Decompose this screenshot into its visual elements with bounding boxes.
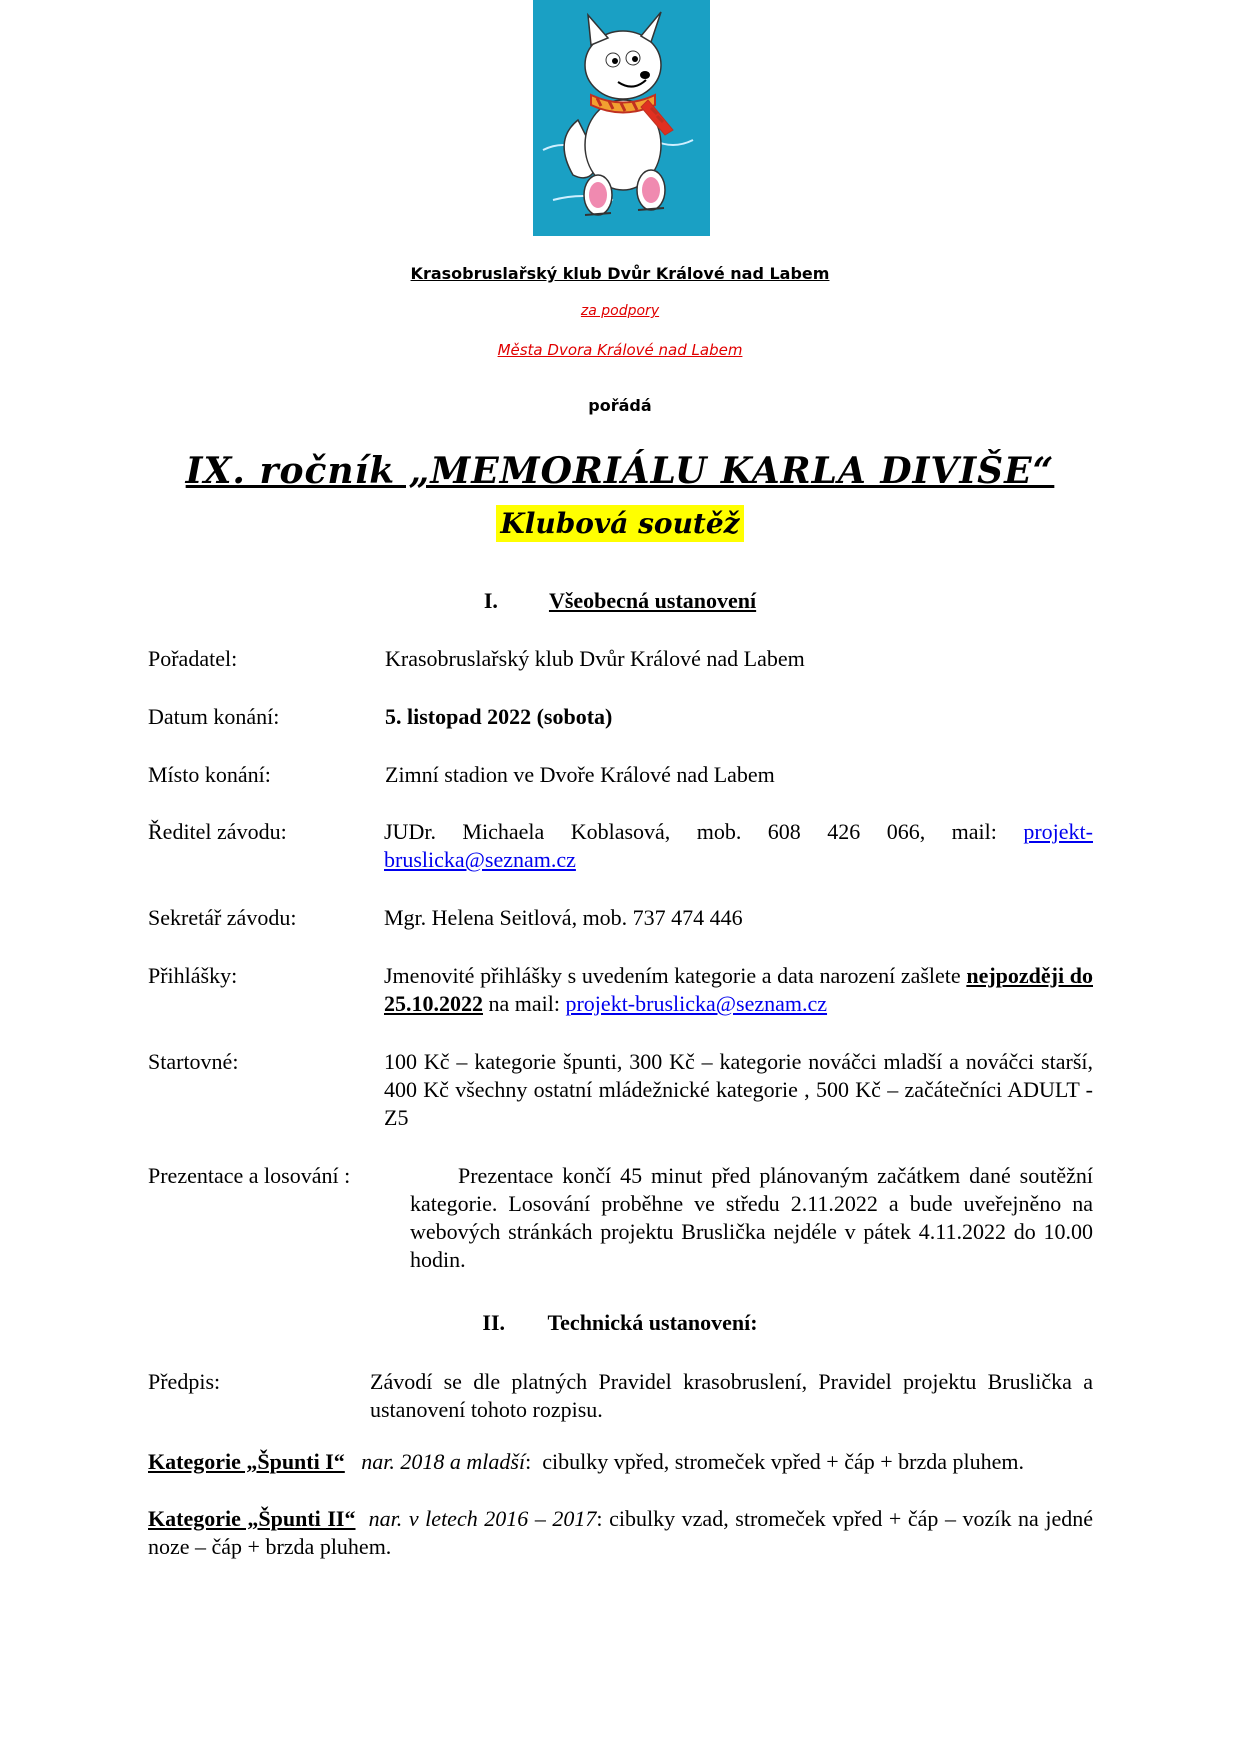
section-number: I.	[483, 588, 498, 613]
category-elements: cibulky vpřed, stromeček vpřed + čáp + brzda pluhem.	[542, 1449, 1024, 1474]
entries-text: Jmenovité přihlášky s uvedením kategorie a data narození zašlete	[384, 963, 961, 988]
entries-email-link[interactable]: projekt-bruslicka@seznam.cz	[565, 991, 828, 1016]
mascot-logo-icon	[533, 0, 710, 236]
row-value	[384, 818, 1093, 874]
row-label: Přihlášky:	[148, 963, 238, 988]
section-number: II.	[482, 1310, 506, 1335]
row-label: Předpis:	[148, 1369, 221, 1394]
row-value: Prezentace končí 45 minut před plánovaným začátkem dané soutěžní kategorie. Losování proběhne ve středu 2.11.2022 a bude uveřejněno na webových stránkách projektu Bruslička nejdéle v pátek 4.11.2022 do 10.00 hodin.	[410, 1163, 1093, 1272]
row-label: Ředitel závodu:	[148, 819, 287, 844]
row-label: Prezentace a losování :	[148, 1163, 351, 1188]
city-line: Města Dvora Králové nad Labem	[497, 341, 743, 359]
category-name: Kategorie „Špunti II“	[148, 1506, 356, 1531]
row-label: Startovné:	[148, 1049, 239, 1074]
row-label: Sekretář závodu:	[148, 905, 297, 930]
director-text: JUDr. Michaela Koblasová, mob. 608 426 066, mail:	[384, 819, 997, 844]
organizes-line: pořádá	[588, 396, 652, 415]
section-title: Technická ustanovení:	[547, 1310, 758, 1335]
row-value: Mgr. Helena Seitlová, mob. 737 474 446	[384, 905, 743, 930]
club-name: Krasobruslařský klub Dvůr Králové nad Labem	[410, 264, 830, 283]
category-elements: cibulky vzad, stromeček vpřed + čáp – vozík na jedné noze – čáp + brzda pluhem.	[148, 1506, 1093, 1559]
entries-deadline: nejpozději do 25.10.2022	[384, 963, 1093, 1016]
row-value: Zimní stadion ve Dvoře Králové nad Labem	[385, 762, 775, 787]
entries-mail-text: na mail:	[488, 991, 560, 1016]
section-title: Všeobecná ustanovení	[548, 588, 757, 613]
section-heading-1	[0, 588, 1240, 614]
category-name: Kategorie „Špunti I“	[148, 1449, 345, 1474]
subtitle-wrap	[0, 505, 1240, 542]
row-value	[384, 962, 1093, 1018]
row-label: Datum konání:	[148, 704, 280, 729]
category-item: Kategorie „Špunti I“ nar. 2018 a mladší: cibulky vpřed, stromeček vpřed + čáp + brzda pluhem.	[148, 1449, 1024, 1474]
category-age: nar. v letech 2016 – 2017	[368, 1506, 597, 1531]
row-value: Závodí se dle platných Pravidel krasobruslení, Pravidel projektu Bruslička a ustanovení tohoto rozpisu.	[370, 1369, 1093, 1422]
page-title: IX. ročník „MEMORIÁLU KARLA DIVIŠE“	[185, 450, 1055, 492]
subtitle: Klubová soutěž	[496, 505, 743, 542]
row-label: Místo konání:	[148, 762, 271, 787]
section-heading-2	[0, 1310, 1240, 1336]
row-label: Pořadatel:	[148, 646, 238, 671]
category-age: nar. 2018 a mladší	[361, 1449, 526, 1474]
row-value: 5. listopad 2022 (sobota)	[385, 704, 613, 729]
support-line: za podpory	[580, 303, 660, 319]
row-value: Krasobruslařský klub Dvůr Králové nad Labem	[385, 646, 805, 671]
director-email-link[interactable]: projekt-bruslicka@seznam.cz	[384, 819, 1093, 872]
row-value: 100 Kč – kategorie špunti, 300 Kč – kategorie nováčci mladší a nováčci starší, 400 Kč všechny ostatní mládežnické kategorie , 500 Kč – začátečníci ADULT - Z5	[384, 1049, 1093, 1130]
category-item: Kategorie „Špunti II“ nar. v letech 2016 – 2017: cibulky vzad, stromeček vpřed + čáp – vozík na jedné noze – čáp + brzda pluhem.	[148, 1506, 1093, 1559]
